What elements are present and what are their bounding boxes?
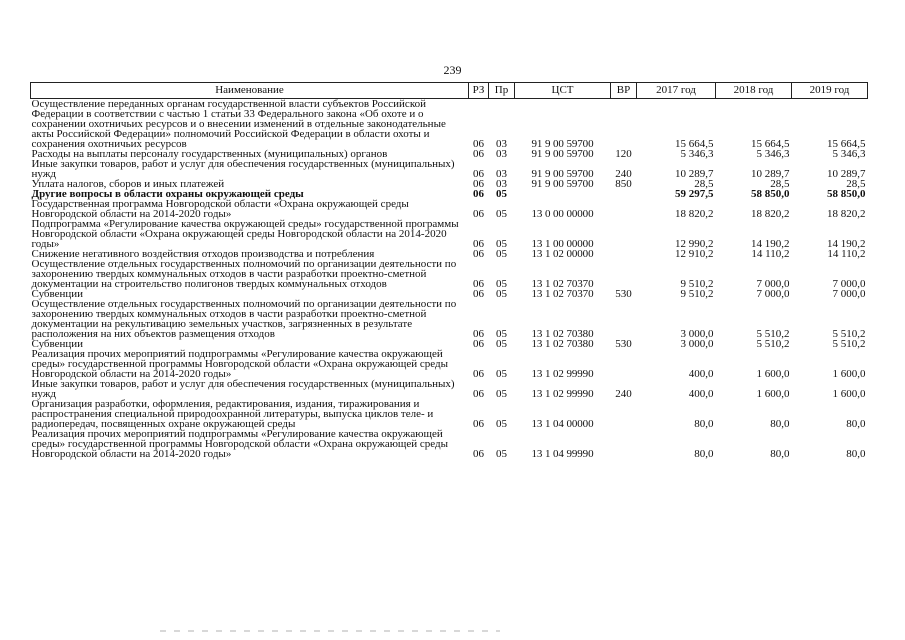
table-row: [31, 379, 868, 399]
row-pr: 05: [496, 368, 507, 380]
header-pr: Пр: [489, 83, 515, 99]
row-name: Иные закупки товаров, работ и услуг для обеспечения государственных (муниципальных) нужд: [31, 158, 455, 180]
row-pr: 05: [496, 188, 507, 200]
table-row: [31, 199, 868, 219]
row-rz: 06: [473, 388, 484, 400]
row-2017: 9 510,2: [680, 278, 714, 290]
row-cst: 13 1 02 70370: [531, 278, 594, 290]
row-vr: [611, 259, 637, 289]
header-rz: РЗ: [469, 83, 489, 99]
row-cst: 91 9 00 59700: [531, 148, 594, 160]
row-2018: 58 850,0: [751, 188, 790, 200]
row-2019: 5 510,2: [832, 328, 866, 340]
row-2017: 59 297,5: [675, 188, 714, 200]
header-2017: 2017 год: [637, 83, 716, 99]
row-name: Осуществление отдельных государственных полномочий по организации деятельности по захоронению твердых коммунальных отходов в части разработки проектно-сметной документации на строительство полигонов твердых коммунальных отходов: [31, 258, 457, 290]
row-rz: 06: [473, 278, 484, 290]
table-row: [31, 399, 868, 429]
row-2018: 80,0: [770, 418, 790, 430]
row-2018: 14 190,2: [751, 238, 790, 250]
row-cst: 13 1 02 70380: [531, 328, 594, 340]
row-name: Реализация прочих мероприятий подпрограммы «Регулирование качества окружающей среды» государственной программы Новгородской области «Охрана окружающей среды Новгородской области на 2014-2020 годы»: [31, 348, 449, 380]
row-vr: 850: [615, 178, 632, 190]
table-row: [31, 159, 868, 179]
row-pr: 03: [496, 138, 507, 150]
row-2018: 14 110,2: [751, 248, 790, 260]
row-cst: 91 9 00 59700: [531, 138, 594, 150]
row-2019: 1 600,0: [832, 388, 866, 400]
row-rz: 06: [473, 328, 484, 340]
row-name: Расходы на выплаты персоналу государственных (муниципальных) органов: [31, 148, 388, 160]
table-row: [31, 219, 868, 249]
row-2018: 5 346,3: [756, 148, 790, 160]
row-pr: 03: [496, 168, 507, 180]
row-2017: 80,0: [694, 418, 714, 430]
row-vr: [611, 349, 637, 379]
header-vr: ВР: [611, 83, 637, 99]
table-row: [31, 429, 868, 459]
header-2018: 2018 год: [716, 83, 792, 99]
row-pr: 05: [496, 238, 507, 250]
row-rz: 06: [473, 338, 484, 350]
row-2019: 5 346,3: [832, 148, 866, 160]
row-2019: 5 510,2: [832, 338, 866, 350]
row-2017: 5 346,3: [680, 148, 714, 160]
row-vr: [611, 189, 637, 199]
row-2018: 1 600,0: [756, 388, 790, 400]
row-name: Подпрограмма «Регулирование качества окружающей среды» государственной программы Новгородской области «Охрана окружающей среды Новгородской области на 2014-2020 годы»: [31, 218, 459, 250]
table-row: [31, 99, 868, 150]
row-2017: 80,0: [694, 448, 714, 460]
row-cst: 13 1 04 99990: [531, 448, 594, 460]
row-2019: 58 850,0: [827, 188, 866, 200]
row-pr: 05: [496, 278, 507, 290]
row-2019: 7 000,0: [832, 278, 866, 290]
row-2017: 18 820,2: [675, 208, 714, 220]
row-cst: 13 1 02 70370: [531, 288, 594, 300]
scan-artifact: [160, 630, 500, 632]
row-2018: 18 820,2: [751, 208, 790, 220]
row-rz: 06: [473, 168, 484, 180]
row-vr: 240: [615, 388, 632, 400]
row-2018: 80,0: [770, 448, 790, 460]
row-name: Государственная программа Новгородской области «Охрана окружающей среды Новгородской области на 2014-2020 годы»: [31, 198, 409, 220]
row-vr: 530: [615, 288, 632, 300]
row-2019: 14 110,2: [827, 248, 866, 260]
row-2017: 10 289,7: [675, 168, 714, 180]
row-pr: 05: [496, 418, 507, 430]
row-cst: 13 1 02 99990: [531, 388, 594, 400]
row-rz: 06: [473, 178, 484, 190]
row-rz: 06: [473, 188, 484, 200]
row-2017: 12 990,2: [675, 238, 714, 250]
budget-table: [30, 82, 868, 459]
row-2017: 28,5: [694, 178, 714, 190]
row-vr: [611, 249, 637, 259]
row-vr: 530: [615, 338, 632, 350]
table-row: [31, 349, 868, 379]
row-vr: [611, 399, 637, 429]
row-2018: 10 289,7: [751, 168, 790, 180]
row-pr: 05: [496, 328, 507, 340]
row-pr: 05: [496, 338, 507, 350]
row-cst: [515, 189, 611, 199]
row-2019: 80,0: [846, 448, 866, 460]
row-vr: 120: [615, 148, 632, 160]
row-2019: 80,0: [846, 418, 866, 430]
row-rz: 06: [473, 368, 484, 380]
row-2017: 3 000,0: [680, 328, 714, 340]
row-cst: 13 0 00 00000: [531, 208, 594, 220]
row-2017: 12 910,2: [675, 248, 714, 260]
row-vr: [611, 219, 637, 249]
row-cst: 91 9 00 59700: [531, 178, 594, 190]
row-2019: 18 820,2: [827, 208, 866, 220]
page-number: 239: [443, 63, 462, 77]
row-rz: 06: [473, 208, 484, 220]
row-2017: 400,0: [688, 388, 714, 400]
row-2018: 5 510,2: [756, 328, 790, 340]
row-2018: 5 510,2: [756, 338, 790, 350]
row-2018: 15 664,5: [751, 138, 790, 150]
row-rz: 06: [473, 448, 484, 460]
row-pr: 03: [496, 178, 507, 190]
row-rz: 06: [473, 248, 484, 260]
row-name: Субвенции: [31, 288, 84, 300]
row-2018: 7 000,0: [756, 278, 790, 290]
row-cst: 13 1 00 00000: [531, 238, 594, 250]
table-row: [31, 259, 868, 289]
row-2017: 9 510,2: [680, 288, 714, 300]
row-2019: 1 600,0: [832, 368, 866, 380]
table-body: [31, 99, 868, 460]
row-pr: 05: [496, 388, 507, 400]
row-name: Снижение негативного воздействия отходов производства и потребления: [31, 248, 375, 260]
row-2018: 28,5: [770, 178, 790, 190]
row-vr: [611, 299, 637, 339]
row-2019: 7 000,0: [832, 288, 866, 300]
row-name: Осуществление отдельных государственных полномочий по организации деятельности по захоронению твердых коммунальных отходов в части разработки проектно-сметной документации на рекультивацию земельных участков, загрязненных в результате расположения на них объектов размещения отходов: [31, 298, 457, 340]
row-rz: 06: [473, 288, 484, 300]
row-2018: 1 600,0: [756, 368, 790, 380]
row-name: Другие вопросы в области охраны окружающей среды: [31, 188, 304, 200]
row-name: Реализация прочих мероприятий подпрограммы «Регулирование качества окружающей среды» государственной программы Новгородской области «Охрана окружающей среды Новгородской области на 2014-2020 годы»: [31, 428, 449, 460]
row-2019: 28,5: [846, 178, 866, 190]
header-name: Наименование: [31, 83, 469, 99]
row-rz: 06: [473, 418, 484, 430]
row-name: Уплата налогов, сборов и иных платежей: [31, 178, 225, 190]
row-2018: 7 000,0: [756, 288, 790, 300]
header-cst: ЦСТ: [515, 83, 611, 99]
row-pr: 05: [496, 208, 507, 220]
row-name: Осуществление переданных органам государственной власти субъектов Российской Федерации в соответствии с частью 1 статьи 33 Федерального закона «Об охоте и о сохранении охотничьих ресурсов и о внесении изменений в отдельные законодательные акты Российской Федерации» полномочий Российской Федерации в области охоты и сохранения охотничьих ресурсов: [31, 98, 446, 150]
row-pr: 05: [496, 248, 507, 260]
row-name: Организация разработки, оформления, редактирования, издания, тиражирования и распространения специальной природоохранной литературы, выпуска циклов теле- и радиопередач, посвященных охране окружающей среды: [31, 398, 434, 430]
row-cst: 91 9 00 59700: [531, 168, 594, 180]
row-rz: 06: [473, 138, 484, 150]
row-rz: 06: [473, 148, 484, 160]
row-vr: [611, 99, 637, 150]
table-header-row: [31, 83, 868, 99]
row-cst: 13 1 02 99990: [531, 368, 594, 380]
table-row: [31, 299, 868, 339]
row-cst: 13 1 02 00000: [531, 248, 594, 260]
row-2019: 10 289,7: [827, 168, 866, 180]
row-2019: 15 664,5: [827, 138, 866, 150]
row-vr: 240: [615, 168, 632, 180]
row-2017: 15 664,5: [675, 138, 714, 150]
row-name: Иные закупки товаров, работ и услуг для обеспечения государственных (муниципальных) нужд: [31, 378, 455, 400]
row-pr: 03: [496, 148, 507, 160]
row-rz: 06: [473, 238, 484, 250]
row-name: Субвенции: [31, 338, 84, 350]
row-pr: 05: [496, 288, 507, 300]
row-pr: 05: [496, 448, 507, 460]
row-vr: [611, 199, 637, 219]
row-2017: 400,0: [688, 368, 714, 380]
row-cst: 13 1 04 00000: [531, 418, 594, 430]
header-2019: 2019 год: [792, 83, 868, 99]
row-2017: 3 000,0: [680, 338, 714, 350]
row-vr: [611, 429, 637, 459]
row-cst: 13 1 02 70380: [531, 338, 594, 350]
row-2019: 14 190,2: [827, 238, 866, 250]
